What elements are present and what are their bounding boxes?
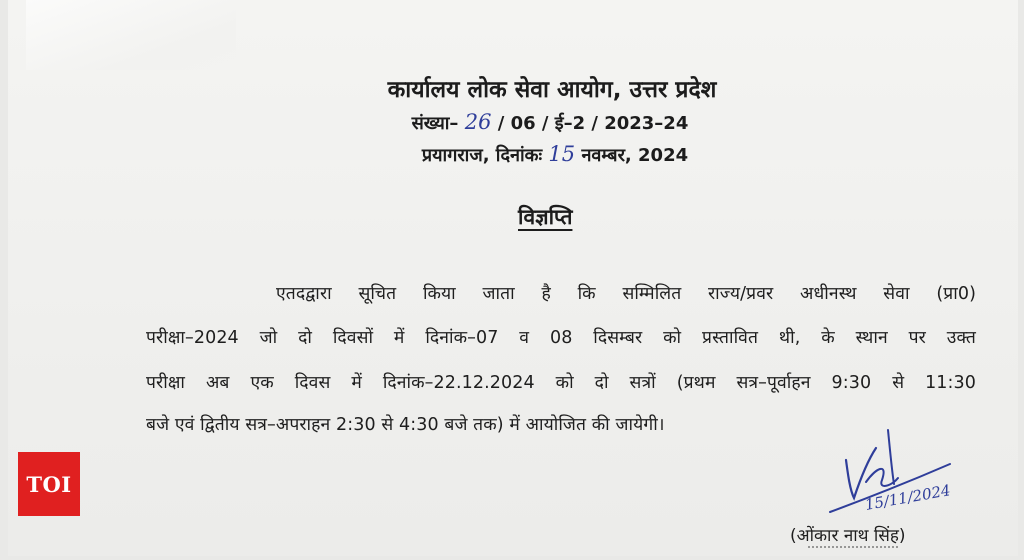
body-line-3: परीक्षा अब एक दिवस में दिनांक–22.12.2024 को दो सत्रों (प्रथम सत्र–पूर्वाहन 9:30 से 11:30 — [146, 373, 976, 393]
office-name: कार्यालय लोक सेवा आयोग, उत्तर प्रदेश — [387, 77, 717, 103]
paper-fold — [26, 0, 236, 70]
cut-off-designation — [808, 546, 898, 560]
number-prefix: संख्या– — [411, 113, 459, 134]
handwritten-signature — [818, 420, 958, 530]
handwritten-number: 26 — [464, 110, 492, 134]
office-heading — [40, 72, 1024, 104]
signature-date: 15/11/2024 — [863, 481, 952, 514]
reference-number — [38, 110, 1024, 135]
date-prefix: प्रयागराज, दिनांकः — [421, 145, 543, 166]
place-date — [43, 142, 1024, 167]
date-suffix: नवम्बर, 2024 — [581, 145, 689, 166]
handwritten-date: 15 — [548, 142, 576, 166]
body-line-1: एतदद्वारा सूचित किया जाता है कि सम्मिलित राज्य/प्रवर अधीनस्थ सेवा (प्रा0) — [276, 284, 976, 304]
number-suffix: / 06 / ई–2 / 2023–24 — [497, 113, 689, 134]
toi-logo: TOI — [18, 452, 80, 516]
notice-title: विज्ञप्ति — [518, 205, 573, 229]
document-page — [8, 0, 1018, 556]
body-line-2: परीक्षा–2024 जो दो दिवसों में दिनांक–07 व 08 दिसम्बर को प्रस्तावित थी, के स्थान पर उक्त — [146, 328, 976, 348]
body-line-4: बजे एवं द्वितीय सत्र–अपराहन 2:30 से 4:30 बजे तक) में आयोजित की जायेगी। — [146, 415, 665, 435]
signatory-name: (ओंकार नाथ सिंह) — [790, 526, 906, 546]
